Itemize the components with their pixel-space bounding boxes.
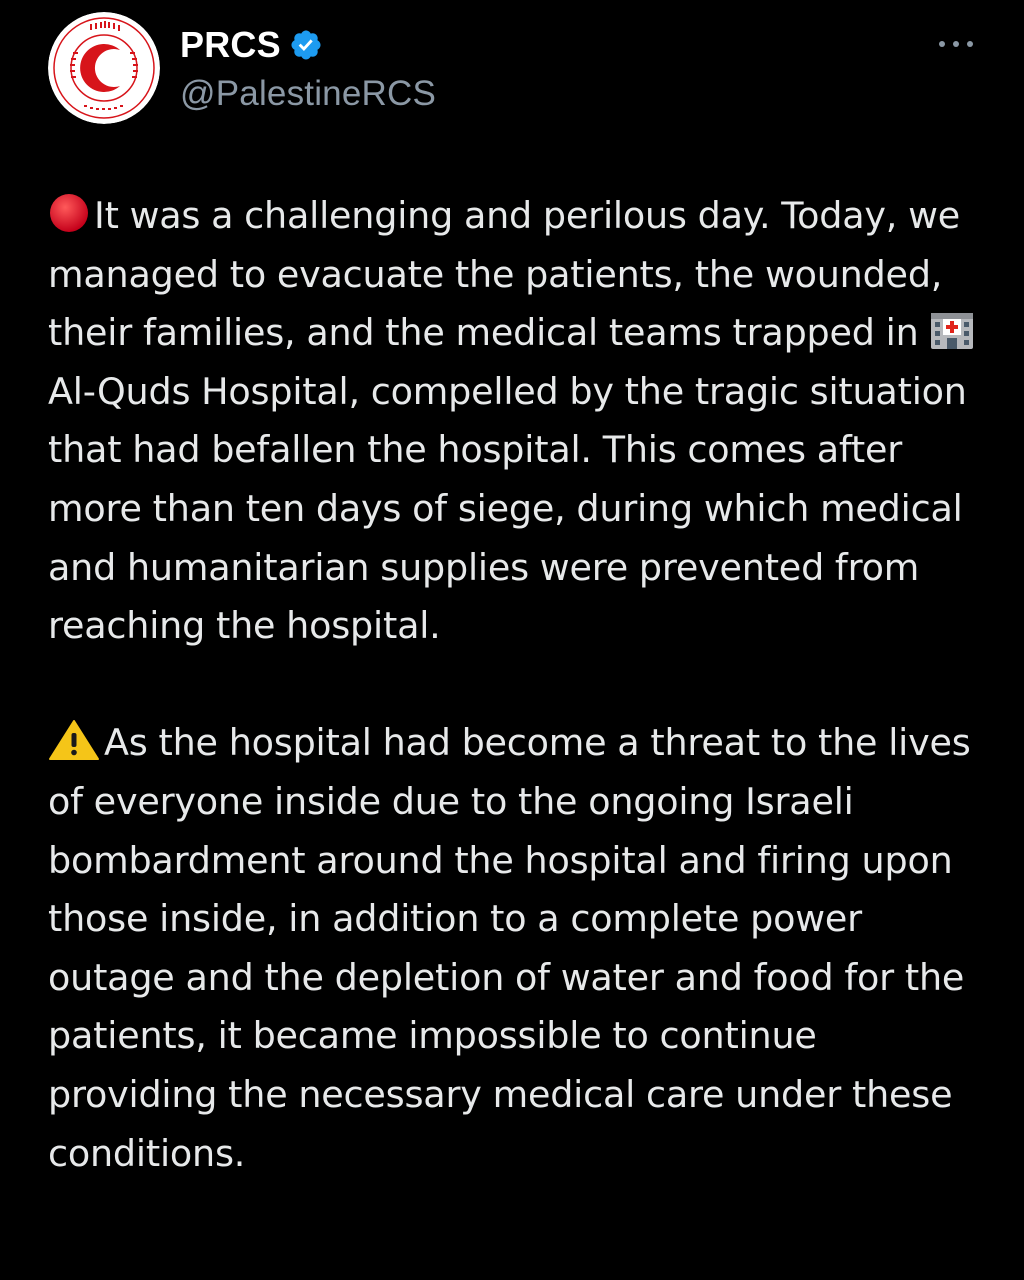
display-name-row xyxy=(180,22,436,68)
verified-badge-icon[interactable] xyxy=(289,28,323,62)
paragraph-1-text-b: Al-Quds Hospital, compelled by the tragic situation that had befallen the hospital. This comes after more than ten days of siege, during which medical and humanitarian supplies were prevented from reaching the hospital. xyxy=(48,369,967,648)
post-paragraph-1 xyxy=(48,187,988,656)
paragraph-1-text-a: It was a challenging and perilous day. Today, we managed to evacuate the patients, the wounded, their families, and the medical teams trapped in xyxy=(48,194,961,355)
avatar[interactable] xyxy=(48,12,160,124)
display-name[interactable]: PRCS xyxy=(180,24,281,65)
red-circle-icon xyxy=(48,192,90,234)
post-header xyxy=(48,12,976,128)
palestine-red-crescent-logo xyxy=(48,12,160,124)
paragraph-2-text: As the hospital had become a threat to the lives of everyone inside due to the ongoing Israeli bombardment around the hospital and firing upon those inside, in addition to a complete power outage and the depletion of water and food for the patients, it became impossible to continue providing the necessary medical care under these conditions. xyxy=(48,721,971,1175)
more-horizontal-icon[interactable] xyxy=(936,34,976,54)
author-names xyxy=(180,22,436,114)
post-text xyxy=(48,187,988,1183)
post-paragraph-2 xyxy=(48,714,988,1183)
author-handle[interactable]: @PalestineRCS xyxy=(180,74,437,113)
warning-icon xyxy=(48,719,100,761)
hospital-icon xyxy=(929,309,975,351)
